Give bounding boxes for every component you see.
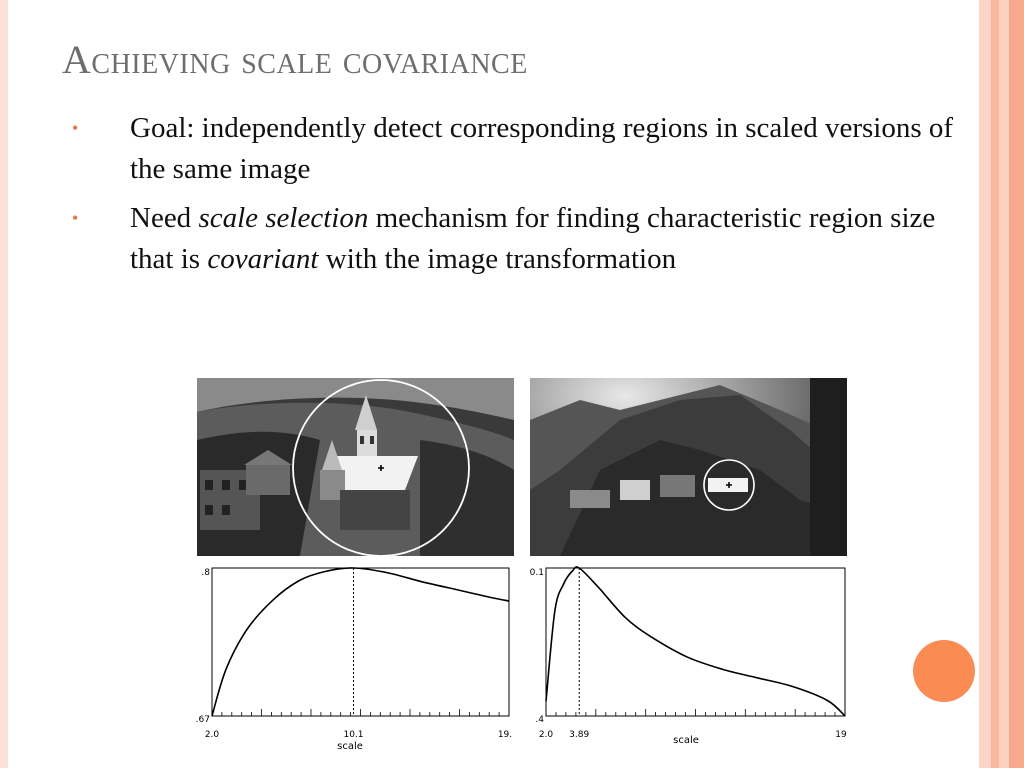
- y-tick-bottom: .4: [535, 715, 544, 725]
- decorative-dot: [913, 640, 975, 702]
- x-tick-label: 10.1: [343, 730, 364, 740]
- plot-frame: [546, 568, 845, 716]
- x-tick-label: 2.0: [204, 730, 220, 740]
- x-tick-label: 19: [835, 730, 847, 740]
- x-tick-label: 3.89: [569, 730, 590, 740]
- chart-left: [196, 568, 512, 752]
- y-tick-bottom: .67: [195, 715, 210, 725]
- x-axis-label: scale: [337, 741, 363, 752]
- x-tick-label: 2.0: [538, 730, 554, 740]
- x-axis-label: scale: [673, 735, 699, 746]
- bullet-emphasis: covariant: [207, 243, 319, 275]
- bullet-marker: •: [72, 208, 79, 228]
- bullet-marker: •: [72, 118, 79, 138]
- plot-frame: [212, 568, 509, 716]
- y-tick-top: .8: [201, 568, 210, 578]
- x-tick-label: 19.: [497, 730, 513, 740]
- photo-right: [530, 378, 847, 556]
- bullet-emphasis: scale selection: [198, 202, 369, 234]
- bullet-text: with the image transformation: [318, 243, 677, 275]
- bullet-text: Need: [130, 202, 199, 234]
- photo-left: [197, 378, 514, 556]
- chart-right: [530, 567, 847, 746]
- slide-title: Achieving scale covariance: [62, 37, 528, 82]
- y-tick-top: 0.1: [529, 568, 544, 578]
- bullet-text: Goal: independently detect corresponding regions in scaled versions of the same image: [130, 112, 954, 185]
- bullet-text: mechanism for finding characteristic region size that is: [130, 202, 936, 275]
